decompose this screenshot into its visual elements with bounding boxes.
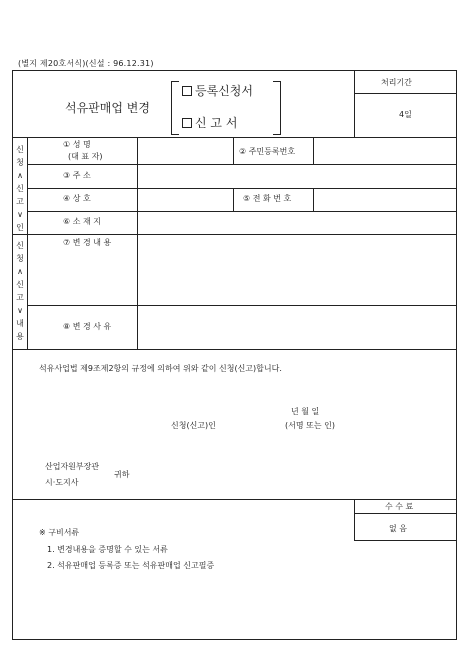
address-label: ③ 주 소 (63, 171, 91, 180)
right-bracket (273, 81, 281, 135)
grid-line (233, 188, 234, 211)
resident-number-field[interactable] (315, 139, 454, 162)
document-item: 2. 석유판매업 등록증 또는 석유판매업 신고필증 (47, 561, 215, 570)
grid-line (13, 234, 456, 235)
recipient-minister: 산업자원부장관 (45, 462, 100, 471)
grid-line (13, 499, 456, 500)
processing-value: 4일 (399, 110, 412, 119)
documents-header: ※ 구비서류 (39, 528, 80, 537)
representative-label: (대 표 자) (68, 152, 103, 161)
grid-line (13, 137, 456, 138)
address-field[interactable] (139, 166, 454, 186)
change-reason-field[interactable] (139, 307, 454, 347)
grid-line (233, 137, 234, 164)
form-title: 석유판매업 변경 (65, 101, 150, 115)
location-label: ⑥ 소 재 지 (63, 217, 101, 226)
declaration-statement: 석유사업법 제9조제2항의 규정에 의하여 위와 같이 신청(신고)합니다. (39, 364, 282, 373)
date-label: 년 월 일 (291, 407, 320, 416)
side-label-applicant: 신 청 ∧ 신 고 ∨ 인 (16, 145, 24, 232)
recipient-governor: 시·도지사 (45, 478, 79, 487)
option-report-label: 신 고 서 (195, 116, 238, 130)
processing-line (354, 93, 457, 94)
trade-name-label: ④ 상 호 (63, 194, 91, 203)
fee-label: 수 수 료 (385, 502, 414, 511)
grid-line (27, 188, 456, 189)
resident-number-label: ② 주민등록번호 (239, 147, 296, 156)
left-bracket (171, 81, 179, 135)
fee-line (354, 513, 457, 514)
grid-line (27, 305, 456, 306)
grid-line (27, 137, 28, 349)
form-body (12, 70, 457, 640)
document-item: 1. 변경내용을 증명할 수 있는 서류 (47, 545, 168, 554)
checkbox-report[interactable] (182, 118, 192, 128)
signature-label: (서명 또는 인) (285, 421, 335, 430)
name-field[interactable] (139, 139, 231, 162)
change-reason-label: ⑧ 변 경 사 유 (63, 322, 112, 331)
side-label-content: 신 청 ∧ 신 고 ∨ 내 용 (16, 241, 24, 341)
processing-label: 처리기간 (381, 78, 412, 87)
name-label: ① 성 명 (63, 140, 91, 149)
change-content-label: ⑦ 변 경 내 용 (63, 238, 112, 247)
grid-line (27, 164, 456, 165)
grid-line (13, 349, 456, 350)
fee-line (354, 540, 457, 541)
option-registration (182, 85, 253, 97)
grid-line (313, 188, 314, 211)
processing-divider (354, 71, 355, 137)
grid-line (27, 211, 456, 212)
option-report (182, 117, 237, 129)
fee-value: 없 음 (389, 524, 407, 533)
option-registration-label: 등록신청서 (195, 84, 253, 98)
trade-name-field[interactable] (139, 190, 231, 209)
checkbox-registration[interactable] (182, 86, 192, 96)
location-field[interactable] (139, 213, 454, 232)
applicant-label: 신청(신고)인 (171, 421, 216, 430)
change-content-field[interactable] (139, 236, 454, 303)
recipient-suffix: 귀하 (114, 470, 130, 479)
grid-line (313, 137, 314, 164)
fee-divider (354, 499, 355, 540)
grid-line (137, 137, 138, 349)
form-number: (별지 제20호서식)(신설 : 96.12.31) (18, 59, 154, 68)
phone-label: ⑤ 전 화 번 호 (243, 194, 292, 203)
phone-field[interactable] (315, 190, 454, 209)
